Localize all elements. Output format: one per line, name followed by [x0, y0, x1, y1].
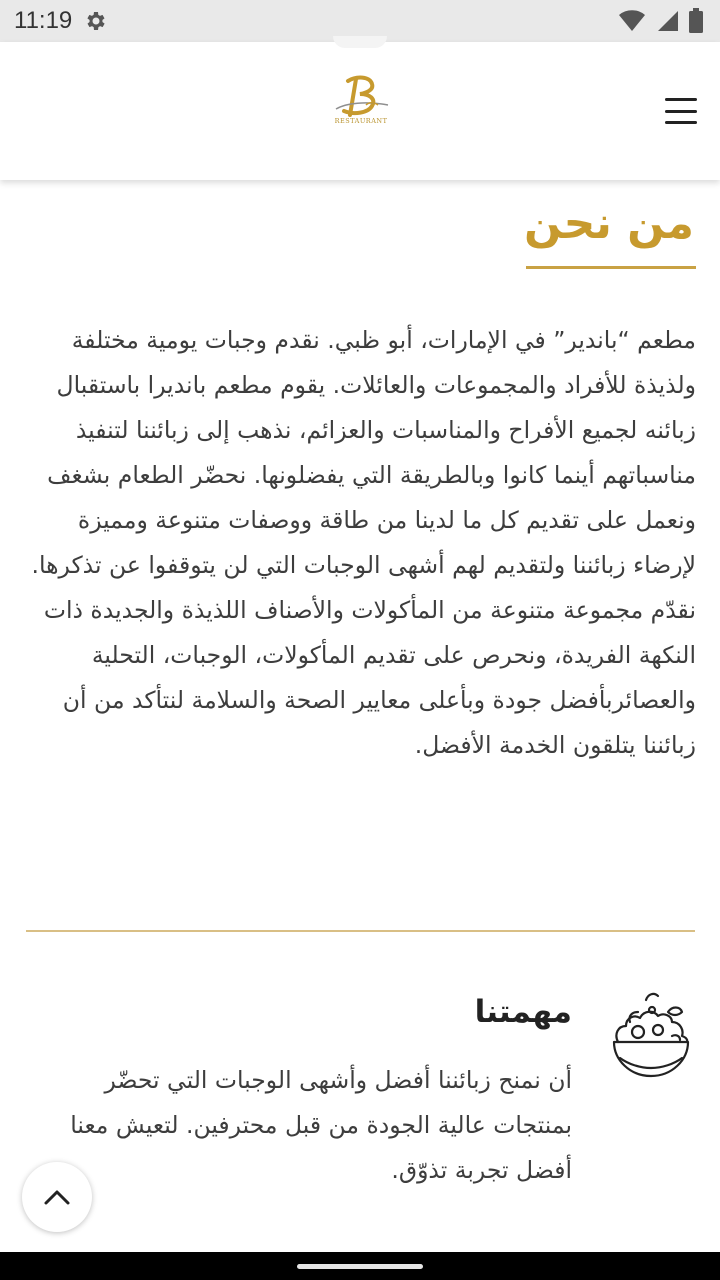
hamburger-menu-button[interactable] — [662, 94, 700, 128]
section-divider — [26, 930, 695, 932]
chevron-up-icon — [43, 1188, 71, 1206]
hamburger-line — [665, 121, 697, 124]
system-nav-bar — [0, 1252, 720, 1280]
salad-bowl-icon — [606, 986, 696, 1082]
title-underline — [526, 266, 696, 269]
status-right — [618, 8, 704, 34]
battery-icon — [688, 8, 704, 34]
app-header — [0, 42, 720, 180]
signal-icon — [654, 9, 680, 33]
hamburger-line — [665, 110, 697, 113]
gear-icon — [84, 9, 108, 33]
home-indicator[interactable] — [297, 1264, 423, 1269]
logo-wordmark: RESTAURANT — [334, 117, 388, 125]
scroll-to-top-button[interactable] — [22, 1162, 92, 1232]
about-title: من نحن — [524, 198, 694, 249]
status-left — [14, 7, 108, 35]
hamburger-menu-icon — [665, 98, 697, 101]
logo-mark-icon — [326, 75, 396, 117]
wifi-icon — [618, 9, 646, 33]
restaurant-logo[interactable] — [326, 75, 396, 137]
header-notch — [333, 36, 387, 48]
status-time: 11:19 — [14, 7, 73, 34]
mission-title: مهمتنا — [474, 994, 572, 1030]
about-body: مطعم “باندير” في الإمارات، أبو ظبي. نقدم وجبات يومية مختلفة ولذيذة للأفراد والمجموعات والعائلات. يقوم مطعم بانديرا باستقبال زبائنه لجميع الأفراح والمناسبات والعزائم، نذهب إلى زبائننا لتنفيذ مناسباتهم أينما كانوا وبالطريقة التي يفضلونها. نحضّر الطعام بشغف ونعمل على تقديم كل ما لدينا من طاقة ووصفات متنوعة ومميزة لإرضاء زبائننا ولتقديم لهم أشهى الوجبات التي لن يتوقفوا عن تذكرها. نقدّم مجموعة متنوعة من المأكولات والأصناف اللذيذة والجديدة ذات النكهة الفريدة، ونحرص على تقديم المأكولات، الوجبات، التحلية والعصائربأفضل جودة وبأعلى معايير الصحة والسلامة لنتأكد من أن زبائننا يتلقون الخدمة الأفضل. — [31, 326, 696, 759]
mission-body: أن نمنح زبائننا أفضل وأشهى الوجبات التي تحضّر بمنتجات عالية الجودة من قبل محترفين. لتعيش معنا أفضل تجربة تذوّق. — [70, 1066, 572, 1184]
